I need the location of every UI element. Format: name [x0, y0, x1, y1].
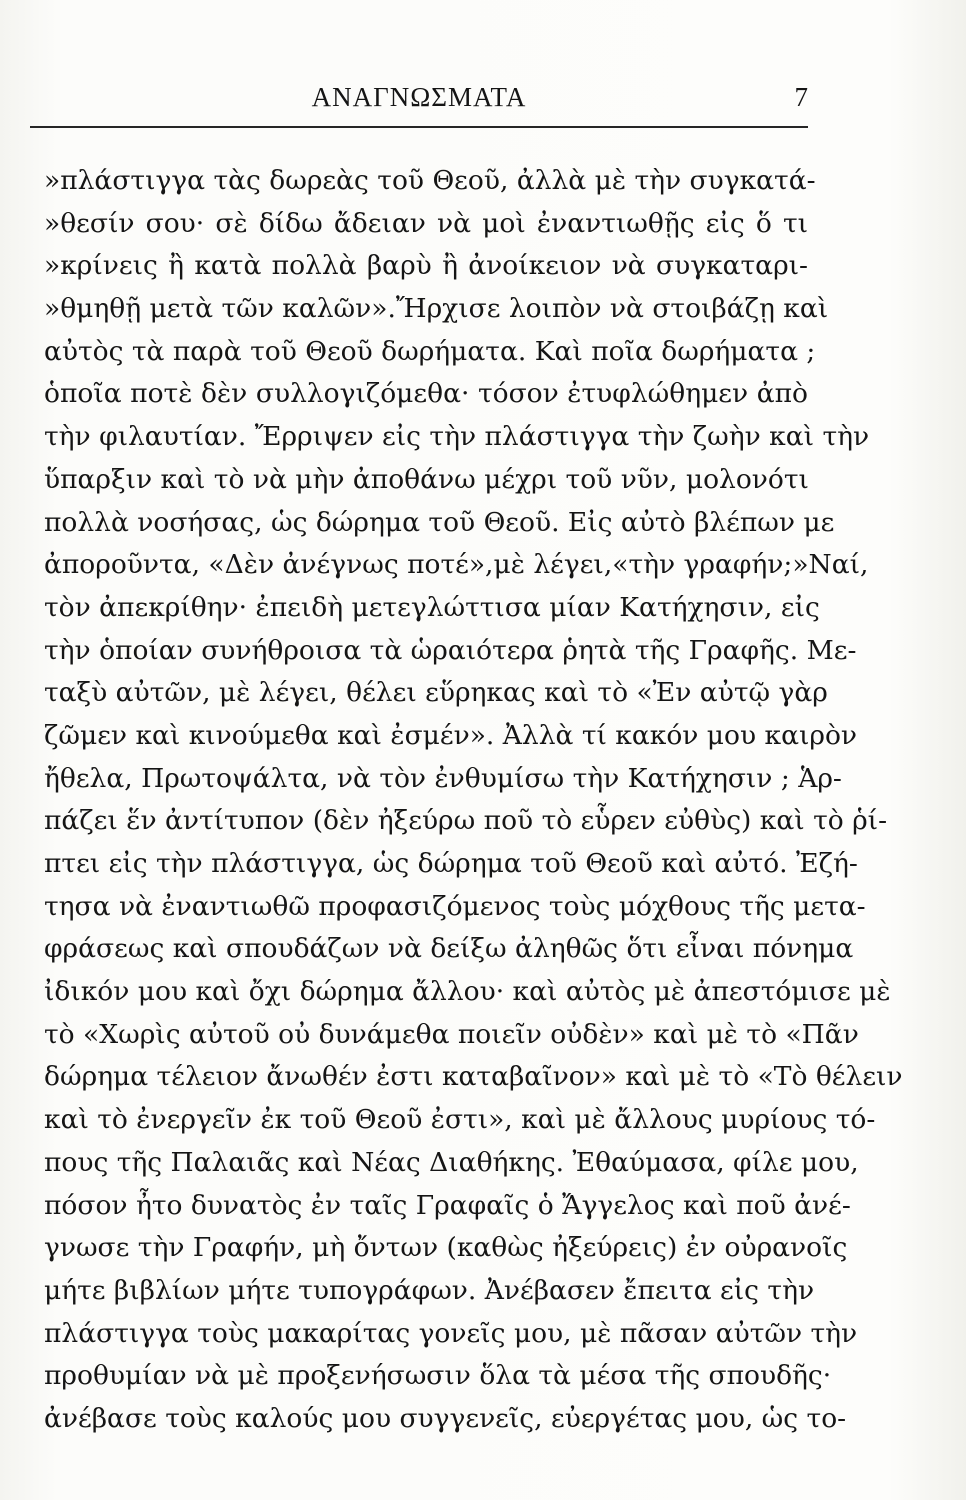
text-line: πτει εἰς τὴν πλάστιγγα, ὡς δώρημα τοῦ Θεοῦ καὶ αὐτό. Ἐζή-	[44, 848, 858, 879]
running-head-title: ΑΝΑΓΝΩΣΜΑΤΑ	[311, 82, 527, 112]
text-line: δώρημα τέλειον ἄνωθέν ἐστι καταβαῖνον» καὶ μὲ τὸ «Τὸ θέλειν	[44, 1061, 903, 1093]
text-line: ἰδικόν μου καὶ ὄχι δώρημα ἄλλου· καὶ αὐτὸς μὲ ἀπεστόμισε μὲ	[44, 976, 891, 1008]
text-line: πλάστιγγα τοὺς μακαρίτας γονεῖς μου, μὲ πᾶσαν αὐτῶν τὴν	[44, 1317, 858, 1349]
text-line: ἀνέβασε τοὺς καλούς μου συγγενεῖς, εὐεργέτας μου, ὡς το-	[44, 1402, 847, 1434]
text-line: τὸν ἀπεκρίθην· ἐπειδὴ μετεγλώττισα μίαν Κατήχησιν, εἰς	[44, 591, 820, 623]
running-head	[30, 82, 808, 126]
header-rule	[30, 126, 808, 128]
text-line: τὴν φιλαυτίαν. Ἔρριψεν εἰς τὴν πλάστιγγα τὴν ζωὴν καὶ τὴν	[44, 421, 870, 453]
text-line: »θμηθῇ μετὰ τῶν καλῶν».Ἤρχισε λοιπὸν νὰ στοιβάζῃ καὶ	[44, 293, 829, 325]
text-line: »πλάστιγγα τὰς δωρεὰς τοῦ Θεοῦ, ἀλλὰ μὲ τὴν συγκατά-	[44, 165, 816, 196]
text-line: τὴν ὁποίαν συνήθροισα τὰ ὡραιότερα ῥητὰ τῆς Γραφῆς. Με-	[44, 634, 857, 666]
text-line: »θεσίν σου· σὲ δίδω ἄδειαν νὰ μοὶ ἐναντιωθῇς εἰς ὅ τι	[44, 207, 808, 239]
text-line: τησα νὰ ἐναντιωθῶ προφασιζόμενος τοὺς μόχθους τῆς μετα-	[44, 890, 866, 922]
body-text	[44, 160, 903, 1441]
text-line: »κρίνεις ἢ κατὰ πολλὰ βαρὺ ἢ ἀνοίκειον νὰ συγκαταρι-	[44, 250, 808, 282]
text-line: ἀπορoῦντα, «Δὲν ἀνέγνως ποτέ»,μὲ λέγει,«τὴν γραφήν;»Ναί,	[44, 549, 869, 581]
text-line: ὁποῖα ποτὲ δὲν συλλογιζόμεθα· τόσον ἐτυφλώθημεν ἀπὸ	[44, 378, 808, 410]
text-line: πολλὰ νοσήσας, ὡς δώρημα τοῦ Θεοῦ. Εἰς αὐτὸ βλέπων με	[44, 506, 835, 538]
text-line: φράσεως καὶ σπουδάζων νὰ δείξω ἀληθῶς ὅτι εἶναι πόνημα	[44, 933, 854, 965]
text-line: πάζει ἕν ἀντίτυπον (δὲν ἠξεύρω ποῦ τὸ εὗρεν εὐθὺς) καὶ τὸ ῥί-	[44, 805, 888, 837]
text-line: καὶ τὸ ἐνεργεῖν ἐκ τοῦ Θεοῦ ἐστι», καὶ μὲ ἄλλους μυρίους τό-	[44, 1104, 876, 1136]
page-number: 7	[794, 82, 808, 112]
text-line: πόσον ἦτο δυνατὸς ἐν ταῖς Γραφαῖς ὁ Ἄγγελος καὶ ποῦ ἀνέ-	[44, 1189, 851, 1221]
text-line: ταξὺ αὐτῶν, μὲ λέγει, θέλει εὕρηκας καὶ τὸ «Ἐν αὐτῷ γὰρ	[44, 677, 828, 709]
text-line: τὸ «Χωρὶς αὐτοῦ οὐ δυνάμεθα ποιεῖν οὐδὲν» καὶ μὲ τὸ «Πᾶν	[44, 1018, 859, 1050]
text-line: μήτε βιβλίων μήτε τυπογράφων. Ἀνέβασεν ἔπειτα εἰς τὴν	[44, 1274, 815, 1306]
text-line: προθυμίαν νὰ μὲ προξενήσωσιν ὅλα τὰ μέσα τῆς σπουδῆς·	[44, 1360, 832, 1392]
text-line: πους τῆς Παλαιᾶς καὶ Νέας Διαθήκης. Ἐθαύμασα, φίλε μου,	[44, 1146, 859, 1178]
text-line: ὕπαρξιν καὶ τὸ νὰ μὴν ἀποθάνω μέχρι τοῦ νῦν, μολονότι	[44, 463, 809, 495]
text-line: αὐτὸς τὰ παρὰ τοῦ Θεοῦ δωρήματα. Καὶ ποῖα δωρήματα ;	[44, 335, 816, 367]
text-line: ζῶμεν καὶ κινούμεθα καὶ ἐσμέν». Ἀλλὰ τί κακόν μου καιρὸν	[44, 719, 858, 751]
text-line: ἤθελα, Πρωτοψάλτα, νὰ τὸν ἐνθυμίσω τὴν Κατήχησιν ; Ἁρ-	[44, 762, 842, 794]
text-line: γνωσε τὴν Γραφήν, μὴ ὄντων (καθὼς ἠξεύρεις) ἐν οὐρανοῖς	[44, 1232, 848, 1264]
